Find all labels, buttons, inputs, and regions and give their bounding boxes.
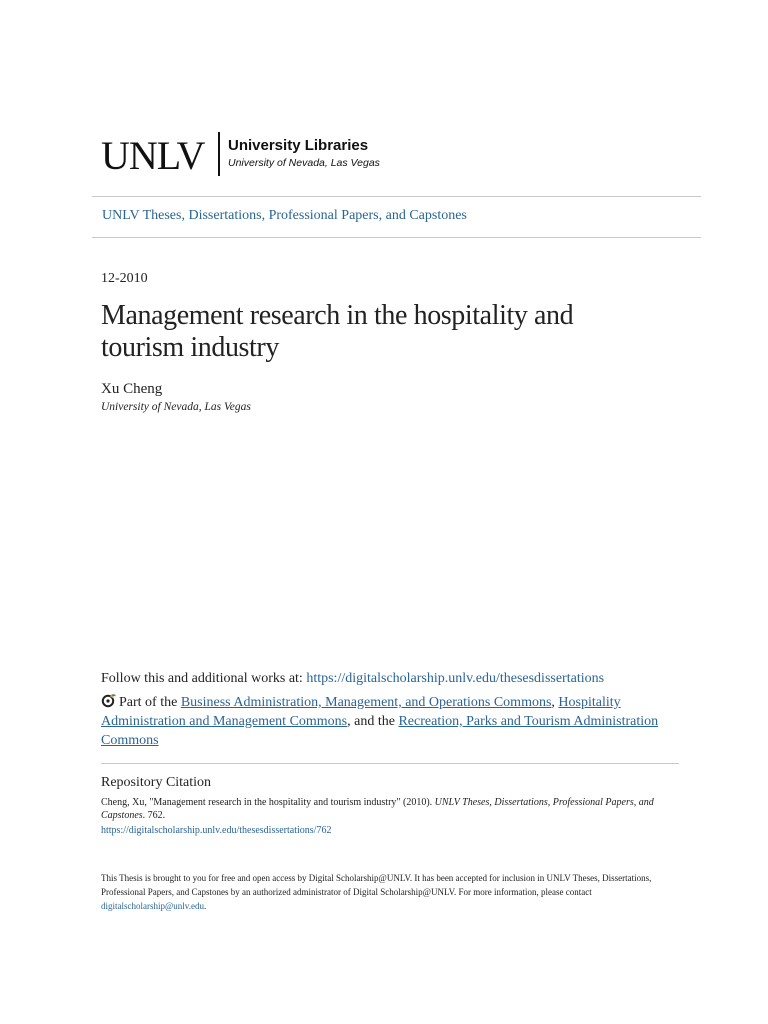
business-commons-link[interactable]: Business Administration, Management, and Operations Commons [180, 695, 552, 710]
contact-email-link[interactable]: digitalscholarship@unlv.edu [101, 901, 204, 911]
document-title: Management research in the hospitality and tourism industry [101, 300, 574, 363]
citation-series: UNLV Theses, Dissertations, Professional Papers, and Capstones [101, 797, 654, 821]
access-notice [101, 871, 681, 913]
author-name: Xu Cheng [101, 381, 163, 397]
part-of-sep2: , and the [347, 714, 399, 729]
citation-end: . 762. [142, 810, 166, 821]
notice-end: . [203, 901, 207, 911]
repository-citation-heading: Repository Citation [101, 775, 212, 790]
follow-label: Follow this and additional works at: [101, 671, 307, 686]
part-of-commons [101, 692, 681, 750]
recreation-commons-link[interactable]: Recreation, Parks and Tourism Administration Commons [101, 714, 659, 748]
top-divider [92, 196, 701, 197]
follow-url-link[interactable]: https://digitalscholarship.unlv.edu/thesesdissertations [306, 671, 605, 686]
citation-url-link[interactable]: https://digitalscholarship.unlv.edu/thesesdissertations/762 [101, 825, 332, 836]
publication-date: 12-2010 [101, 271, 148, 286]
author-affiliation: University of Nevada, Las Vegas [101, 401, 251, 413]
citation-divider [101, 763, 679, 764]
citation-plain: Cheng, Xu, "Management research in the hospitality and tourism industry" (2010). [101, 797, 435, 808]
open-access-icon [101, 692, 117, 708]
collection-divider [92, 237, 701, 238]
part-of-prefix: Part of the [119, 695, 181, 710]
hospitality-commons-link[interactable]: Hospitality Administration and Management Commons [101, 695, 621, 729]
library-name: University Libraries [228, 137, 369, 154]
unlv-wordmark-logo: UNLV [101, 133, 205, 178]
library-subtitle: University of Nevada, Las Vegas [228, 157, 380, 169]
part-of-sep1: , [551, 695, 559, 710]
follow-line [101, 670, 604, 688]
notice-text: This Thesis is brought to you for free and open access by Digital Scholarship@UNLV. It has been accepted for inclusion in UNLV Theses, Dissertations, Professional Papers, and Capstones by an authorized administrator of Digital Scholarship@UNLV. For more information, please contact [101, 873, 652, 897]
collection-link[interactable]: UNLV Theses, Dissertations, Professional Papers, and Capstones [102, 208, 467, 223]
logo-divider [218, 132, 220, 176]
citation-text [101, 796, 681, 822]
